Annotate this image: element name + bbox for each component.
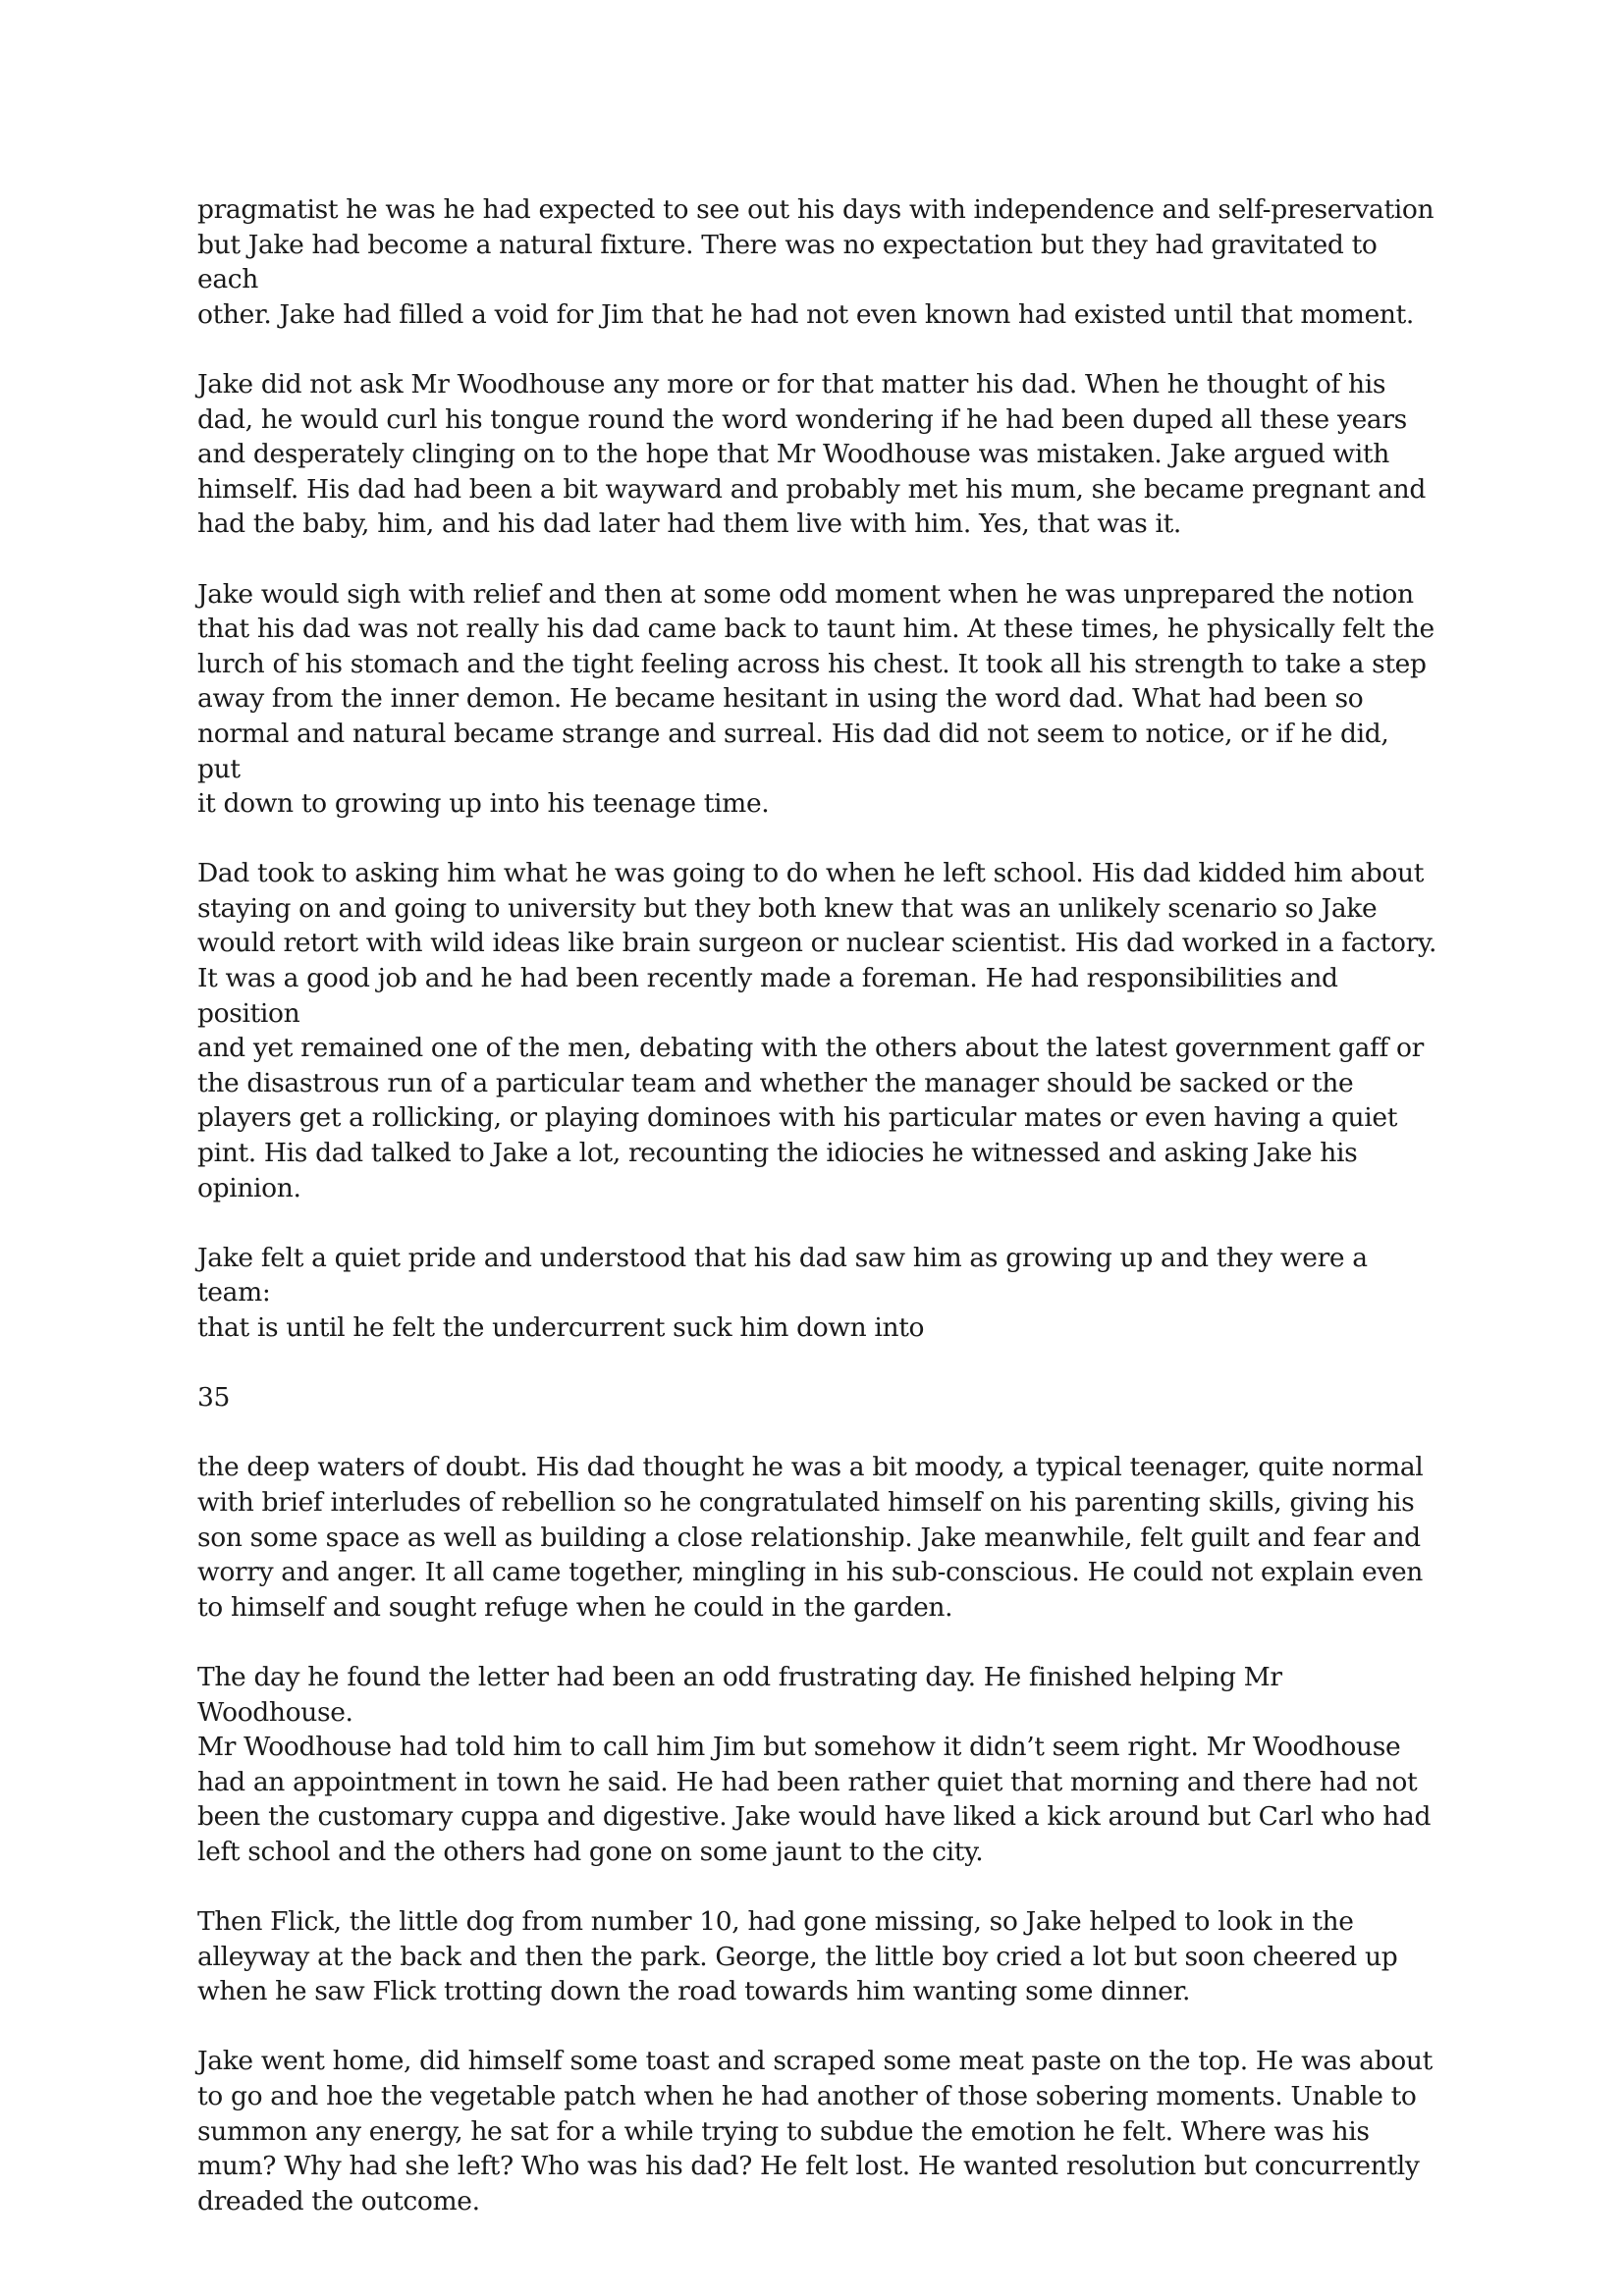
page-number: 35 <box>197 1382 231 1414</box>
paragraph: Jake felt a quiet pride and understood that his dad saw him as growing up and they were a team: that is until he felt the undercurrent suck him down into <box>197 1242 1368 1343</box>
paragraph: Jake would sigh with relief and then at some odd moment when he was unprepared the notion that his dad was not really his dad came back to taunt him. At these times, he physically felt the lurch of his stomach and the tight feeling across his chest. It took all his strength to take a step away from the inner demon. He became hesitant in using the word dad. What had been so normal and natural became strange and surreal. His dad did not seem to notice, or if he did, put it down to growing up into his teenage time. <box>197 578 1435 820</box>
paragraph: Then Flick, the little dog from number 10, had gone missing, so Jake helped to look in the alleyway at the back and then the park. George, the little boy cried a lot but soon cheered up when he saw Flick trotting down the road towards him wanting some dinner. <box>197 1906 1398 2007</box>
paragraph: The day he found the letter had been an odd frustrating day. He finished helping Mr Woodhouse. Mr Woodhouse had told him to call him Jim but somehow it didn’t seem right. Mr Woodhouse had an appointment in town he said. He had been rather quiet that morning and there had not been the customary cuppa and digestive. Jake would have liked a kick around but Carl who had left school and the others had gone on some jaunt to the city. <box>197 1661 1432 1867</box>
paragraph: Dad took to asking him what he was going to do when he left school. His dad kidded him about staying on and going to university but they both knew that was an unlikely scenario so Jake would retort with wild ideas like brain surgeon or nuclear scientist. His dad worked in a factory. It was a good job and he had been recently made a foreman. He had responsibilities and position and yet remained one of the men, debating with the others about the latest government gaff or the disastrous run of a particular team and whether the manager should be sacked or the players get a rollicking, or playing dominoes with his particular mates or even having a quiet pint. His dad talked to Jake a lot, recounting the idiocies he witnessed and asking Jake his opinion. <box>197 858 1437 1203</box>
paragraph: Jake did not ask Mr Woodhouse any more or for that matter his dad. When he thought of his dad, he would curl his tongue round the word wondering if he had been duped all these years and desperately clinging on to the hope that Mr Woodhouse was mistaken. Jake argued with himself. His dad had been a bit wayward and probably met his mum, she became pregnant and had the baby, him, and his dad later had them live with him. Yes, that was it. <box>197 368 1427 540</box>
paragraph: the deep waters of doubt. His dad thought he was a bit moody, a typical teenager, quite normal with brief interludes of rebellion so he congratulated himself on his parenting skills, giving his son some space as well as building a close relationship. Jake meanwhile, felt guilt and fear and worry and anger. It all came together, mingling in his sub-conscious. He could not explain even to himself and sought refuge when he could in the garden. <box>197 1452 1424 1623</box>
paragraph: pragmatist he was he had expected to see out his days with independence and self-preservation but Jake had become a natural fixture. There was no expectation but they had gravitated to each other. Jake had filled a void for Jim that he had not even known had existed until that moment. <box>197 194 1435 330</box>
paragraph: Jake went home, did himself some toast and scraped some meat paste on the top. He was about to go and hoe the vegetable patch when he had another of those sobering moments. Unable to summon any energy, he sat for a while trying to subdue the emotion he felt. Where was his mum? Why had she left? Who was his dad? He felt lost. He wanted resolution but concurrently dreaded the outcome. <box>197 2046 1433 2216</box>
document-page <box>197 192 1439 2254</box>
